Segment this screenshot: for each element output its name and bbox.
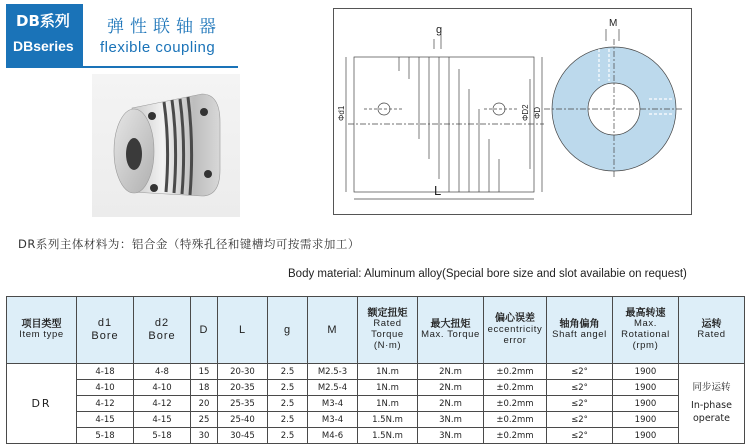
col-M (308, 297, 358, 364)
cell-max: 2N.m (418, 380, 484, 396)
cell-rpm: 1900 (613, 412, 679, 428)
col-operate-zh: 运转 (701, 318, 722, 330)
coupling-drawing (334, 9, 691, 214)
cell-D: 15 (191, 364, 218, 380)
cell-L: 30-45 (218, 428, 268, 444)
cell-model: 4-10 (77, 380, 134, 396)
cell-rpm: 1900 (613, 380, 679, 396)
cell-M: M2.5-3 (308, 364, 358, 380)
cell-M: M3-4 (308, 412, 358, 428)
series-badge (6, 4, 83, 68)
label-g: g (436, 24, 443, 36)
label-L: L (434, 183, 442, 198)
cell-D: 18 (191, 380, 218, 396)
col-type-zh: 项目类型 (21, 318, 62, 330)
series-title-en: DBseries (13, 38, 74, 54)
cell-model: 4-12 (77, 396, 134, 412)
cell-rated: 1N.m (358, 396, 418, 412)
product-title (92, 6, 242, 64)
col-max-speed (613, 297, 679, 364)
cell-ecc: ±0.2mm (484, 396, 547, 412)
col-type-en: Item type (19, 329, 64, 341)
col-d2-a: d2 (154, 317, 170, 330)
col-max-speed-zh: 最高转速 (625, 307, 666, 319)
col-D (191, 297, 218, 364)
label-d1: Φd1 (337, 105, 346, 121)
cell-d2: 5-18 (134, 428, 191, 444)
label-D: ΦD (533, 106, 542, 119)
col-d1-a: d1 (97, 317, 113, 330)
material-note-en: Body material: Aluminum alloy(Special bore size and slot availabie on request) (288, 268, 687, 280)
col-shaft-angel (547, 297, 613, 364)
cell-ecc: ±0.2mm (484, 412, 547, 428)
table-row (7, 364, 745, 380)
series-title-zh: DB系列 (16, 12, 70, 30)
col-operate-en: Rated (697, 329, 726, 341)
cell-ecc: ±0.2mm (484, 364, 547, 380)
table-row (7, 396, 745, 412)
cell-g: 2.5 (268, 412, 308, 428)
table-header-row (7, 297, 745, 364)
cell-ecc: ±0.2mm (484, 380, 547, 396)
label-M: M (609, 18, 618, 29)
col-max-speed-en: Max. Rotational (rpm) (621, 318, 670, 352)
col-rated-torque (358, 297, 418, 364)
cell-angle: ≤2° (547, 428, 613, 444)
col-g (268, 297, 308, 364)
cell-D: 20 (191, 396, 218, 412)
col-rated-torque-zh: 额定扭矩 (367, 307, 408, 319)
col-g-label: g (283, 323, 292, 336)
cell-rated: 1.5N.m (358, 428, 418, 444)
cell-rpm: 1900 (613, 396, 679, 412)
col-type (7, 297, 77, 364)
cell-M: M4-6 (308, 428, 358, 444)
cell-max: 2N.m (418, 364, 484, 380)
technical-drawing (333, 8, 692, 215)
material-note-zh: DR系列主体材料为：铝合金（特殊孔径和键槽均可按需求加工） (18, 237, 360, 251)
cell-L: 25-35 (218, 396, 268, 412)
col-max-torque (418, 297, 484, 364)
col-operate (679, 297, 745, 364)
cell-g: 2.5 (268, 364, 308, 380)
cell-rated: 1N.m (358, 364, 418, 380)
cell-M: M2.5-4 (308, 380, 358, 396)
cell-L: 20-35 (218, 380, 268, 396)
cell-d2: 4-8 (134, 364, 191, 380)
col-d1 (77, 297, 134, 364)
col-d2 (134, 297, 191, 364)
cell-M: M3-4 (308, 396, 358, 412)
rated-operate-en: In-phase operate (691, 400, 732, 424)
col-rated-torque-en: Rated Torque (N·m) (371, 318, 404, 352)
cell-rated-operate (679, 364, 745, 444)
cell-max: 3N.m (418, 428, 484, 444)
cell-g: 2.5 (268, 380, 308, 396)
col-d2-b: Bore (148, 330, 176, 342)
cell-D: 25 (191, 412, 218, 428)
col-M-label: M (327, 323, 338, 336)
col-L-label: L (238, 323, 247, 336)
cell-max: 2N.m (418, 396, 484, 412)
product-photo (92, 74, 240, 217)
col-shaft-angel-zh: 轴角偏角 (559, 318, 600, 330)
col-max-torque-zh: 最大扭矩 (430, 318, 471, 330)
cell-d2: 4-15 (134, 412, 191, 428)
col-L (218, 297, 268, 364)
table-row (7, 412, 745, 428)
cell-L: 25-40 (218, 412, 268, 428)
cell-rated: 1.5N.m (358, 412, 418, 428)
header-rule (83, 66, 238, 68)
cell-angle: ≤2° (547, 412, 613, 428)
col-eccentricity-zh: 偏心误差 (495, 313, 535, 325)
cell-model: 5-18 (77, 428, 134, 444)
cell-d2: 4-10 (134, 380, 191, 396)
cell-rpm: 1900 (613, 428, 679, 444)
table-row (7, 380, 745, 396)
product-title-zh: 弹性联轴器 (107, 17, 222, 37)
rated-operate-zh: 同步运转 (692, 381, 731, 393)
spec-table (6, 296, 745, 444)
cell-type: DR (7, 364, 77, 444)
cell-g: 2.5 (268, 428, 308, 444)
cell-d2: 4-12 (134, 396, 191, 412)
cell-angle: ≤2° (547, 364, 613, 380)
cell-max: 3N.m (418, 412, 484, 428)
product-title-en: flexible coupling (100, 39, 216, 56)
cell-L: 20-30 (218, 364, 268, 380)
col-eccentricity-en: eccentricity error (487, 323, 543, 346)
col-max-torque-en: Max. Torque (421, 329, 480, 341)
table-row (7, 428, 745, 444)
cell-D: 30 (191, 428, 218, 444)
cell-rpm: 1900 (613, 364, 679, 380)
cell-model: 4-15 (77, 412, 134, 428)
cell-ecc: ±0.2mm (484, 428, 547, 444)
col-eccentricity (484, 297, 547, 364)
cell-g: 2.5 (268, 396, 308, 412)
cell-angle: ≤2° (547, 396, 613, 412)
cell-model: 4-18 (77, 364, 134, 380)
label-d2: ΦD2 (521, 104, 530, 121)
coupling-image (92, 74, 240, 217)
cell-angle: ≤2° (547, 380, 613, 396)
col-shaft-angel-en: Shaft angel (552, 329, 607, 341)
col-D-label: D (199, 323, 209, 336)
cell-rated: 1N.m (358, 380, 418, 396)
col-d1-b: Bore (91, 330, 119, 342)
